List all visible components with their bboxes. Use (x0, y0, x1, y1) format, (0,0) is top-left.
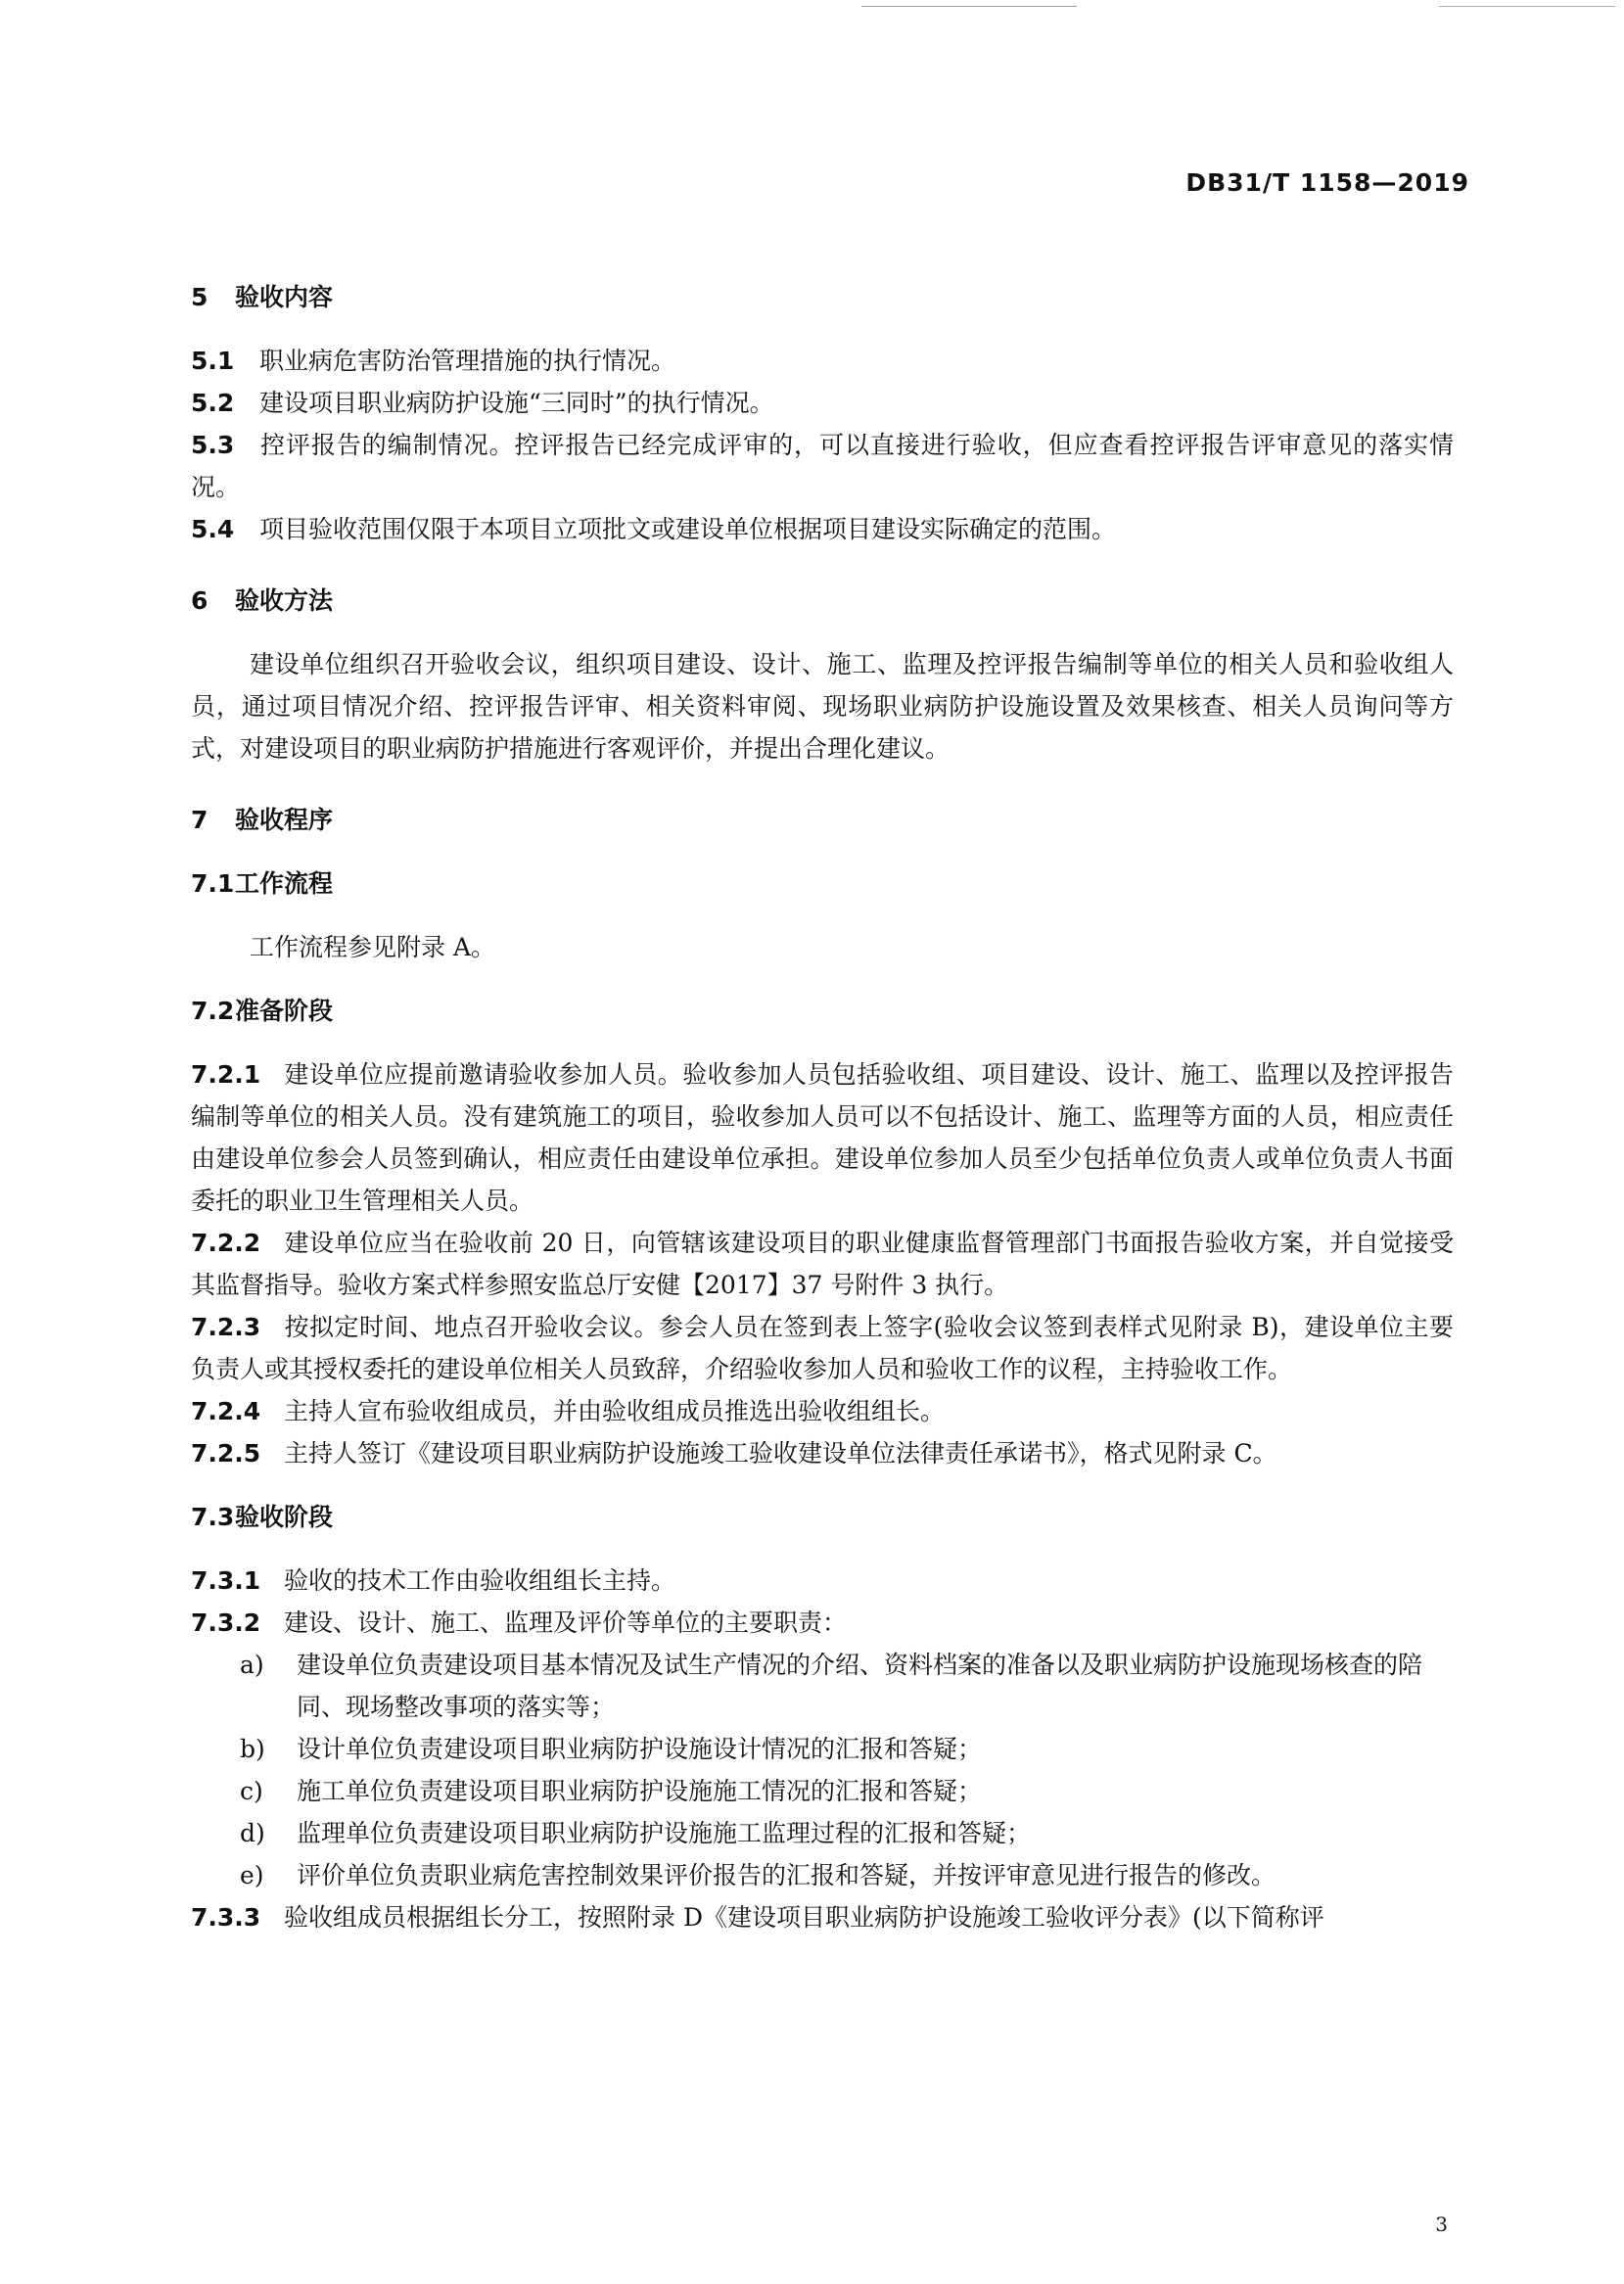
section-7-1-text: 工作流程参见附录 A。 (250, 933, 496, 961)
section-7-1-heading: 7.1工作流程 (191, 869, 334, 898)
clause-5-4: 5.4 项目验收范围仅限于本项目立项批文或建设单位根据项目建设实际确定的范围。 (191, 515, 1117, 543)
list-item: b) 设计单位负责建设项目职业病防护设施设计情况的汇报和答疑； (240, 1735, 983, 1763)
page-number: 3 (1435, 2213, 1448, 2236)
section-number: 5 (191, 283, 209, 311)
section-5-heading: 5 验收内容 (191, 276, 1454, 318)
clause-7-3-3: 7.3.3 验收组成员根据组长分工，按照附录 D《建设项目职业病防护设施竣工验收评分表》(以下简称评 (191, 1903, 1324, 1932)
list-item: a) 建设单位负责建设项目基本情况及试生产情况的介绍、资料档案的准备以及职业病防护设施现场核查的陪同、现场整改事项的落实等； (240, 1651, 1423, 1721)
list-item: d) 监理单位负责建设项目职业病防护设施施工监理过程的汇报和答疑； (240, 1819, 1032, 1847)
clause-7-2-5: 7.2.5 主持人签订《建设项目职业病防护设施竣工验收建设单位法律责任承诺书》，格式见附录 C。 (191, 1439, 1277, 1468)
section-7-3-heading: 7.3验收阶段 (191, 1503, 334, 1531)
section-7-heading: 7 验收程序 (191, 806, 334, 834)
clause-5-1: 5.1 职业病危害防治管理措施的执行情况。 (191, 347, 676, 375)
clause-5-3: 5.3 控评报告的编制情况。控评报告已经完成评审的，可以直接进行验收，但应查看控评报告评审意见的落实情况。 (191, 431, 1454, 501)
clause-5-2: 5.2 建设项目职业病防护设施“三同时”的执行情况。 (191, 389, 774, 417)
clause-7-2-4: 7.2.4 主持人宣布验收组成员，并由验收组成员推选出验收组组长。 (191, 1397, 946, 1425)
clause-7-2-2: 7.2.2 建设单位应当在验收前 20 日，向管辖该建设项目的职业健康监督管理部门书面报告验收方案，并自觉接受其监督指导。验收方案式样参照安监总厅安健【2017】37 号附件 3 执行。 (191, 1229, 1454, 1299)
list-item: e) 评价单位负责职业病危害控制效果评价报告的汇报和答疑，并按评审意见进行报告的修改。 (240, 1861, 1276, 1889)
section-6-paragraph: 建设单位组织召开验收会议，组织项目建设、设计、施工、监理及控评报告编制等单位的相关人员和验收组人员，通过项目情况介绍、控评报告评审、相关资料审阅、现场职业病防护设施设置及效果核查、相关人员询问等方式，对建设项目的职业病防护措施进行客观评价，并提出合理化建议。 (191, 650, 1454, 763)
scan-edge-mark (1439, 0, 1615, 7)
clause-7-2-1: 7.2.1 建设单位应提前邀请验收参加人员。验收参加人员包括验收组、项目建设、设计、施工、监理以及控评报告编制等单位的相关人员。没有建筑施工的项目，验收参加人员可以不包括设计、施工、监理等方面的人员，相应责任由建设单位参会人员签到确认，相应责任由建设单位承担。建设单位参加人员至少包括单位负责人或单位负责人书面委托的职业卫生管理相关人员。 (191, 1060, 1454, 1215)
document-body (191, 276, 1454, 1938)
clause-7-3-2: 7.3.2 建设、设计、施工、监理及评价等单位的主要职责： (191, 1608, 848, 1637)
clause-7-2-3: 7.2.3 按拟定时间、地点召开验收会议。参会人员在签到表上签字(验收会议签到表样式见附录 B)，建设单位主要负责人或其授权委托的建设单位相关人员致辞，介绍验收参加人员和验收工作的议程，主持验收工作。 (191, 1313, 1454, 1383)
section-6-heading: 6 验收方法 (191, 586, 334, 615)
clause-7-3-1: 7.3.1 验收的技术工作由验收组组长主持。 (191, 1566, 676, 1595)
standard-code: DB31/T 1158—2019 (1185, 168, 1469, 197)
scan-edge-mark (861, 0, 1077, 7)
list-item: c) 施工单位负责建设项目职业病防护设施施工情况的汇报和答疑； (240, 1777, 983, 1805)
section-7-2-heading: 7.2准备阶段 (191, 997, 334, 1025)
